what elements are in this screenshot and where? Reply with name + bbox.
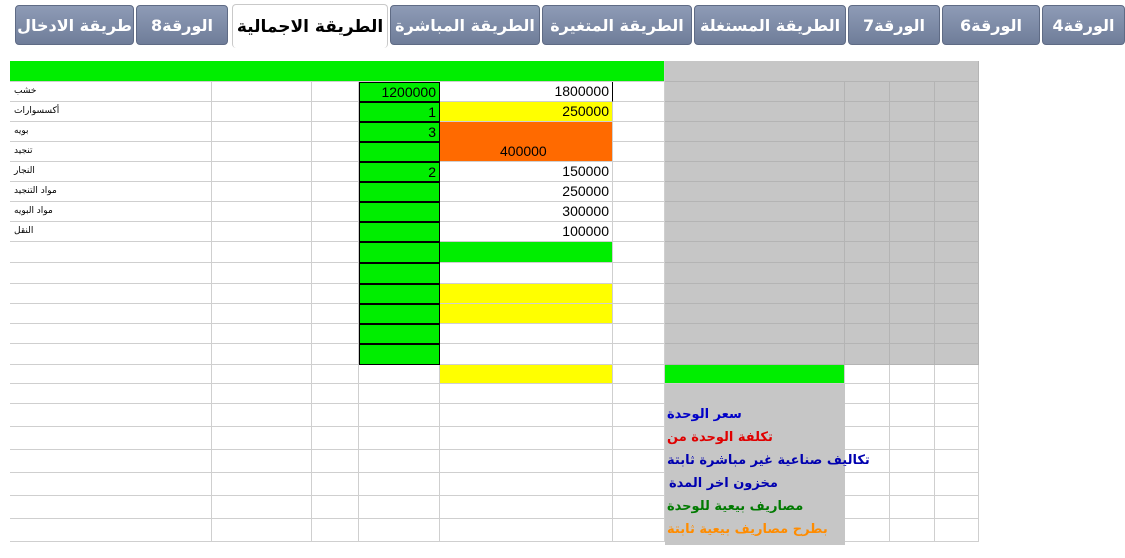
gray-grid-cell[interactable] (890, 102, 935, 122)
cell-paint-qty[interactable]: 3 (359, 122, 440, 142)
grid-cell[interactable] (890, 365, 935, 384)
cell-green[interactable] (359, 344, 440, 365)
grid-cell[interactable] (212, 122, 312, 142)
tab-label: الورقة6 (959, 15, 1023, 35)
grid-cell[interactable] (359, 384, 440, 404)
gray-grid-cell[interactable] (935, 102, 979, 122)
header-bar[interactable] (10, 61, 665, 82)
grid-cell[interactable] (312, 450, 359, 473)
grid-cell[interactable] (10, 365, 212, 384)
grid-cell[interactable] (212, 304, 312, 324)
grid-cell[interactable] (613, 222, 665, 242)
row-label-accessories[interactable]: أكسسوارات (10, 102, 212, 122)
tab-utilized-method[interactable] (694, 5, 846, 45)
grid-cell[interactable] (613, 242, 665, 263)
grid-cell[interactable] (212, 365, 312, 384)
cell-wood-cost[interactable]: 1800000 (440, 82, 613, 102)
grid-cell[interactable] (440, 473, 613, 496)
grid-cell[interactable] (935, 404, 979, 427)
note-ending-inventory[interactable]: مخزون اخر المدة (669, 476, 778, 491)
gray-grid-cell[interactable] (890, 162, 935, 182)
grid-cell[interactable] (613, 344, 665, 365)
gray-grid-cell[interactable] (665, 304, 845, 324)
grid-cell[interactable] (613, 202, 665, 222)
tab-variable-method[interactable] (542, 5, 692, 45)
grid-cell[interactable] (845, 365, 890, 384)
grid-cell[interactable] (613, 142, 665, 162)
grid-cell[interactable] (440, 344, 613, 365)
cell-yellow[interactable] (440, 284, 613, 304)
gray-grid-cell[interactable] (665, 82, 845, 102)
grid-cell[interactable] (312, 162, 359, 182)
grid-cell[interactable] (890, 404, 935, 427)
grid-cell[interactable] (312, 263, 359, 284)
grid-cell[interactable] (312, 82, 359, 102)
row-label-carpenter[interactable]: النجار (10, 162, 212, 182)
gray-grid-cell[interactable] (935, 304, 979, 324)
cell-green[interactable] (359, 242, 440, 263)
grid-cell[interactable] (312, 242, 359, 263)
grid-cell[interactable] (935, 365, 979, 384)
cell-paint-upholstery-cost[interactable] (440, 122, 613, 162)
grid-cell[interactable] (613, 82, 665, 102)
gray-grid-cell[interactable] (935, 222, 979, 242)
gray-grid-cell[interactable] (890, 82, 935, 102)
gray-grid-cell[interactable] (935, 284, 979, 304)
grid-cell[interactable] (10, 324, 212, 344)
gray-grid-cell[interactable] (890, 222, 935, 242)
grid-cell[interactable] (613, 182, 665, 202)
grid-cell[interactable] (312, 284, 359, 304)
gray-grid-cell[interactable] (935, 82, 979, 102)
grid-cell[interactable] (212, 263, 312, 284)
grid-cell[interactable] (613, 496, 665, 519)
cell-wood-qty[interactable]: 1200000 (359, 82, 440, 102)
grid-cell[interactable] (312, 404, 359, 427)
grid-cell[interactable] (935, 384, 979, 404)
gray-grid-cell[interactable] (665, 344, 845, 365)
grid-cell[interactable] (440, 324, 613, 344)
grid-cell[interactable] (312, 324, 359, 344)
grid-cell[interactable] (212, 242, 312, 263)
gray-grid-cell[interactable] (665, 162, 845, 182)
grid-cell[interactable] (212, 324, 312, 344)
grid-cell[interactable] (312, 202, 359, 222)
grid-cell[interactable] (440, 404, 613, 427)
tab-data-entry[interactable] (15, 5, 134, 45)
grid-cell[interactable] (10, 473, 212, 496)
gray-grid-cell[interactable] (935, 344, 979, 365)
grid-cell[interactable] (845, 427, 890, 450)
grid-cell[interactable] (212, 519, 312, 542)
gray-grid-cell[interactable] (665, 122, 845, 142)
gray-grid-cell[interactable] (845, 284, 890, 304)
grid-cell[interactable] (613, 162, 665, 182)
gray-grid-cell[interactable] (890, 182, 935, 202)
row-label-paint-materials[interactable]: مواد البويه (10, 202, 212, 222)
gray-grid-cell[interactable] (665, 202, 845, 222)
tab-label: الورقة4 (1052, 15, 1115, 35)
grid-cell[interactable] (312, 102, 359, 122)
grid-cell[interactable] (359, 519, 440, 542)
gray-grid-cell[interactable] (845, 242, 890, 263)
grid-cell[interactable] (613, 122, 665, 142)
grid-cell[interactable] (359, 496, 440, 519)
grid-cell[interactable] (890, 519, 935, 542)
cell-upholstery-materials-qty[interactable] (359, 182, 440, 202)
row-label-upholstery-materials[interactable]: مواد التنجيد (10, 182, 212, 202)
grid-cell[interactable] (312, 427, 359, 450)
tab-sheet7[interactable] (848, 5, 940, 45)
gray-grid-cell[interactable] (890, 142, 935, 162)
gray-grid-cell[interactable] (935, 242, 979, 263)
grid-cell[interactable] (613, 284, 665, 304)
cell-green-summary[interactable] (665, 365, 845, 384)
grid-cell[interactable] (212, 473, 312, 496)
grid-cell[interactable] (212, 142, 312, 162)
tab-sheet6[interactable] (942, 5, 1040, 45)
grid-cell[interactable] (359, 450, 440, 473)
grid-cell[interactable] (212, 427, 312, 450)
gray-grid-cell[interactable] (935, 162, 979, 182)
row-label-transport[interactable]: النقل (10, 222, 212, 242)
tab-label: الطريقة المباشرة (395, 15, 535, 35)
grid-cell[interactable] (613, 384, 665, 404)
gray-grid-cell[interactable] (845, 142, 890, 162)
grid-cell[interactable] (10, 427, 212, 450)
gray-grid-cell[interactable] (935, 263, 979, 284)
grid-cell[interactable] (212, 82, 312, 102)
grid-cell[interactable] (613, 304, 665, 324)
gray-grid-cell[interactable] (890, 122, 935, 142)
gray-grid-cell[interactable] (845, 344, 890, 365)
grid-cell[interactable] (10, 344, 212, 365)
grid-cell[interactable] (613, 427, 665, 450)
gray-grid-cell[interactable] (665, 263, 845, 284)
sheet-tab-bar (0, 0, 1125, 50)
grid-cell[interactable] (440, 384, 613, 404)
grid-cell[interactable] (212, 182, 312, 202)
cell-paint-materials-qty[interactable] (359, 202, 440, 222)
grid-cell[interactable] (212, 222, 312, 242)
gray-grid-cell[interactable] (665, 242, 845, 263)
grid-cell[interactable] (935, 473, 979, 496)
gray-grid-cell[interactable] (935, 324, 979, 344)
grid-cell[interactable] (212, 344, 312, 365)
cell-carpenter-qty[interactable]: 2 (359, 162, 440, 182)
note-unit-price[interactable]: سعر الوحدة (667, 407, 742, 422)
cell-transport-cost[interactable]: 100000 (440, 222, 613, 242)
grid-cell[interactable] (212, 384, 312, 404)
grid-cell[interactable] (845, 496, 890, 519)
grid-cell[interactable] (890, 450, 935, 473)
grid-cell[interactable] (935, 496, 979, 519)
cell-upholstery-qty[interactable] (359, 142, 440, 162)
grid-cell[interactable] (212, 202, 312, 222)
grid-cell[interactable] (212, 450, 312, 473)
grid-cell[interactable] (935, 519, 979, 542)
cell-green[interactable] (359, 304, 440, 324)
gray-grid-cell[interactable] (845, 122, 890, 142)
tab-total-method[interactable] (232, 4, 388, 48)
grid-cell[interactable] (10, 263, 212, 284)
gray-grid-cell[interactable] (665, 284, 845, 304)
gray-grid-cell[interactable] (845, 222, 890, 242)
cell-green[interactable] (359, 284, 440, 304)
grid-cell[interactable] (440, 496, 613, 519)
grid-cell[interactable] (212, 404, 312, 427)
gray-header (665, 61, 979, 82)
gray-grid-cell[interactable] (890, 242, 935, 263)
tab-label: الورقة8 (150, 15, 214, 35)
tab-label: الطريقة الاجمالية (236, 16, 384, 37)
tab-label: طريقة الادخال (17, 15, 132, 35)
grid-cell[interactable] (613, 324, 665, 344)
grid-cell[interactable] (613, 365, 665, 384)
grid-cell[interactable] (845, 404, 890, 427)
grid-cell[interactable] (212, 102, 312, 122)
cell-yellow[interactable] (440, 365, 613, 384)
grid-cell[interactable] (845, 384, 890, 404)
grid-cell[interactable] (312, 496, 359, 519)
gray-grid-cell[interactable] (890, 284, 935, 304)
grid-cell[interactable] (312, 344, 359, 365)
gray-grid-cell[interactable] (890, 202, 935, 222)
grid-cell[interactable] (890, 384, 935, 404)
gray-grid-cell[interactable] (845, 304, 890, 324)
grid-cell[interactable] (890, 496, 935, 519)
gray-grid-cell[interactable] (935, 202, 979, 222)
grid-cell[interactable] (10, 304, 212, 324)
grid-cell[interactable] (212, 162, 312, 182)
grid-cell[interactable] (359, 427, 440, 450)
grid-cell[interactable] (10, 450, 212, 473)
grid-cell[interactable] (359, 473, 440, 496)
grid-cell[interactable] (10, 496, 212, 519)
cell-accessories-cost[interactable]: 250000 (440, 102, 613, 122)
note-subtract-fixed-selling[interactable]: بطرح مصاريف بيعية ثابتة (667, 522, 828, 537)
gray-grid-cell[interactable] (845, 82, 890, 102)
grid-cell[interactable] (10, 519, 212, 542)
tab-label: الطريقة المتغيرة (550, 15, 684, 35)
row-label-upholstery[interactable]: تنجيد (10, 142, 212, 162)
gray-grid-cell[interactable] (935, 142, 979, 162)
grid-cell[interactable] (845, 473, 890, 496)
grid-cell[interactable] (312, 222, 359, 242)
gray-grid-cell[interactable] (845, 202, 890, 222)
grid-cell[interactable] (935, 427, 979, 450)
grid-cell[interactable] (10, 284, 212, 304)
grid-cell[interactable] (212, 496, 312, 519)
tab-label: الطريقة المستغلة (699, 15, 841, 35)
grid-cell[interactable] (440, 519, 613, 542)
grid-cell[interactable] (935, 450, 979, 473)
grid-cell[interactable] (613, 404, 665, 427)
grid-cell[interactable] (890, 473, 935, 496)
gray-grid-cell[interactable] (665, 142, 845, 162)
gray-grid-cell[interactable] (845, 182, 890, 202)
cell-accessories-qty[interactable]: 1 (359, 102, 440, 122)
cell-carpenter-cost[interactable]: 150000 (440, 162, 613, 182)
gray-grid-cell[interactable] (890, 304, 935, 324)
row-label-wood[interactable]: خشب (10, 82, 212, 102)
gray-grid-cell[interactable] (890, 324, 935, 344)
grid-cell[interactable] (440, 263, 613, 284)
note-unit-selling-expenses[interactable]: مصاريف بيعية للوحدة (667, 499, 804, 514)
grid-cell[interactable] (613, 102, 665, 122)
tab-label: الورقة7 (862, 15, 926, 35)
grid-cell[interactable] (312, 182, 359, 202)
gray-grid-cell[interactable] (665, 102, 845, 122)
cell-value: 400000 (500, 143, 547, 159)
cell-upholstery-materials-cost[interactable]: 250000 (440, 182, 613, 202)
grid-cell[interactable] (359, 365, 440, 384)
gray-grid-cell[interactable] (935, 182, 979, 202)
grid-cell[interactable] (312, 122, 359, 142)
grid-cell[interactable] (613, 450, 665, 473)
grid-cell[interactable] (440, 427, 613, 450)
grid-cell[interactable] (312, 365, 359, 384)
grid-cell[interactable] (613, 473, 665, 496)
gray-grid-cell[interactable] (845, 263, 890, 284)
gray-grid-cell[interactable] (665, 324, 845, 344)
grid-cell[interactable] (312, 519, 359, 542)
gray-grid-cell[interactable] (845, 162, 890, 182)
row-label-paint[interactable]: بويه (10, 122, 212, 142)
grid-cell[interactable] (359, 404, 440, 427)
note-fixed-indirect-costs[interactable]: تكاليف صناعية غير مباشرة ثابتة (667, 453, 870, 468)
cell-paint-materials-cost[interactable]: 300000 (440, 202, 613, 222)
grid-cell[interactable] (440, 450, 613, 473)
cell-green[interactable] (359, 263, 440, 284)
cell-green[interactable] (440, 242, 613, 263)
grid-cell[interactable] (10, 242, 212, 263)
cell-green[interactable] (359, 324, 440, 344)
tab-sheet4[interactable] (1042, 5, 1125, 45)
grid-cell[interactable] (212, 284, 312, 304)
gray-grid-cell[interactable] (845, 102, 890, 122)
gray-grid-cell[interactable] (845, 324, 890, 344)
gray-grid-cell[interactable] (665, 222, 845, 242)
grid-cell[interactable] (10, 384, 212, 404)
grid-cell[interactable] (613, 519, 665, 542)
grid-cell[interactable] (10, 404, 212, 427)
cell-transport-qty[interactable] (359, 222, 440, 242)
grid-cell[interactable] (312, 304, 359, 324)
gray-grid-cell[interactable] (665, 182, 845, 202)
tab-sheet8[interactable] (136, 5, 228, 45)
grid-cell[interactable] (613, 263, 665, 284)
grid-cell[interactable] (312, 142, 359, 162)
cell-yellow[interactable] (440, 304, 613, 324)
gray-grid-cell[interactable] (890, 344, 935, 365)
tab-direct-method[interactable] (390, 5, 540, 45)
gray-grid-cell[interactable] (935, 122, 979, 142)
note-unit-cost[interactable]: تكلفة الوحدة من (667, 430, 773, 445)
grid-cell[interactable] (312, 473, 359, 496)
grid-cell[interactable] (890, 427, 935, 450)
gray-grid-cell[interactable] (890, 263, 935, 284)
grid-cell[interactable] (312, 384, 359, 404)
